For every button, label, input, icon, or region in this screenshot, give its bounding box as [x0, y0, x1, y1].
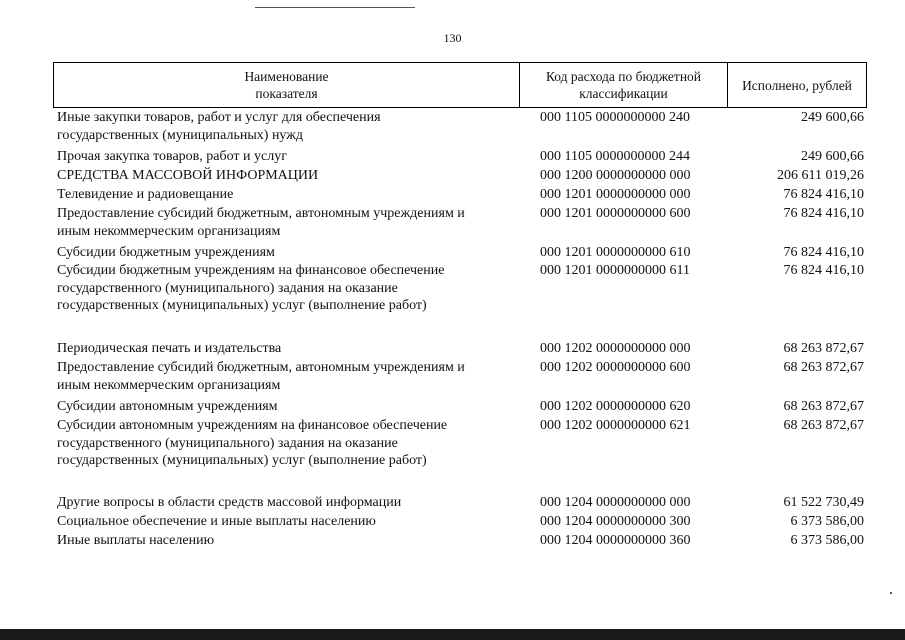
row-name: Субсидии бюджетным учреждениям на финансовое обеспечение государственного (муниципального) задания на оказание государственных (муниципальных) услуг (выполнение работ) — [57, 263, 445, 313]
row-value: 68 263 872,67 — [783, 418, 864, 433]
row-code: 000 1201 0000000000 610 — [540, 245, 691, 260]
row-value: 76 824 416,10 — [783, 187, 864, 202]
row-value: 206 611 019,26 — [777, 168, 864, 183]
row-code: 000 1200 0000000000 000 — [540, 168, 691, 183]
row-code: 000 1204 0000000000 000 — [540, 495, 691, 510]
row-value: 76 824 416,10 — [783, 206, 864, 221]
row-name: Прочая закупка товаров, работ и услуг — [57, 149, 287, 164]
row-name: Предоставление субсидий бюджетным, автономным учреждениям и иным некоммерческим организациям — [57, 206, 465, 239]
row-name: Предоставление субсидий бюджетным, автономным учреждениям и иным некоммерческим организациям — [57, 360, 465, 393]
row-name: Субсидии автономным учреждениям — [57, 399, 278, 414]
row-code: 000 1204 0000000000 360 — [540, 533, 691, 548]
row-name: Субсидии бюджетным учреждениям — [57, 245, 275, 260]
row-value: 68 263 872,67 — [783, 399, 864, 414]
row-value: 68 263 872,67 — [783, 341, 864, 356]
page-number: 130 — [443, 31, 462, 45]
row-code: 000 1201 0000000000 000 — [540, 187, 691, 202]
row-value: 6 373 586,00 — [790, 533, 864, 548]
header-value: Исполнено, рублей — [742, 77, 852, 93]
row-code: 000 1105 0000000000 240 — [540, 110, 690, 125]
row-name: Социальное обеспечение и иные выплаты населению — [57, 514, 376, 529]
row-name: СРЕДСТВА МАССОВОЙ ИНФОРМАЦИИ — [57, 168, 319, 183]
scan-bottom-edge — [0, 629, 905, 640]
row-name: Периодическая печать и издательства — [57, 341, 282, 356]
row-code: 000 1202 0000000000 600 — [540, 360, 691, 375]
header-code: Код расхода по бюджетной классификации — [520, 63, 728, 107]
row-code: 000 1202 0000000000 620 — [540, 399, 691, 414]
table-header — [53, 62, 867, 108]
row-code: 000 1202 0000000000 621 — [540, 418, 691, 433]
row-value: 76 824 416,10 — [783, 245, 864, 260]
row-code: 000 1204 0000000000 300 — [540, 514, 691, 529]
row-value: 249 600,66 — [801, 149, 864, 164]
top-rule — [255, 7, 415, 8]
row-name: Иные выплаты населению — [57, 533, 215, 548]
row-name: Субсидии автономным учреждениям на финансовое обеспечение государственного (муниципального) задания на оказание государственных (муниципальных) услуг (выполнение работ) — [57, 418, 448, 468]
row-name: Другие вопросы в области средств массовой информации — [57, 495, 402, 510]
row-code: 000 1105 0000000000 244 — [540, 149, 690, 164]
row-name: Телевидение и радиовещание — [57, 187, 234, 202]
scan-speck — [890, 592, 892, 594]
budget-table — [53, 62, 867, 622]
row-name: Иные закупки товаров, работ и услуг для обеспечения государственных (муниципальных) нужд — [57, 110, 381, 143]
row-value: 68 263 872,67 — [783, 360, 864, 375]
header-name: Наименование показателя — [54, 63, 520, 107]
row-value: 6 373 586,00 — [790, 514, 864, 529]
row-code: 000 1202 0000000000 000 — [540, 341, 691, 356]
row-value: 249 600,66 — [801, 110, 864, 125]
row-value: 61 522 730,49 — [783, 495, 864, 510]
row-value: 76 824 416,10 — [783, 263, 864, 278]
row-code: 000 1201 0000000000 611 — [540, 263, 690, 278]
row-code: 000 1201 0000000000 600 — [540, 206, 691, 221]
